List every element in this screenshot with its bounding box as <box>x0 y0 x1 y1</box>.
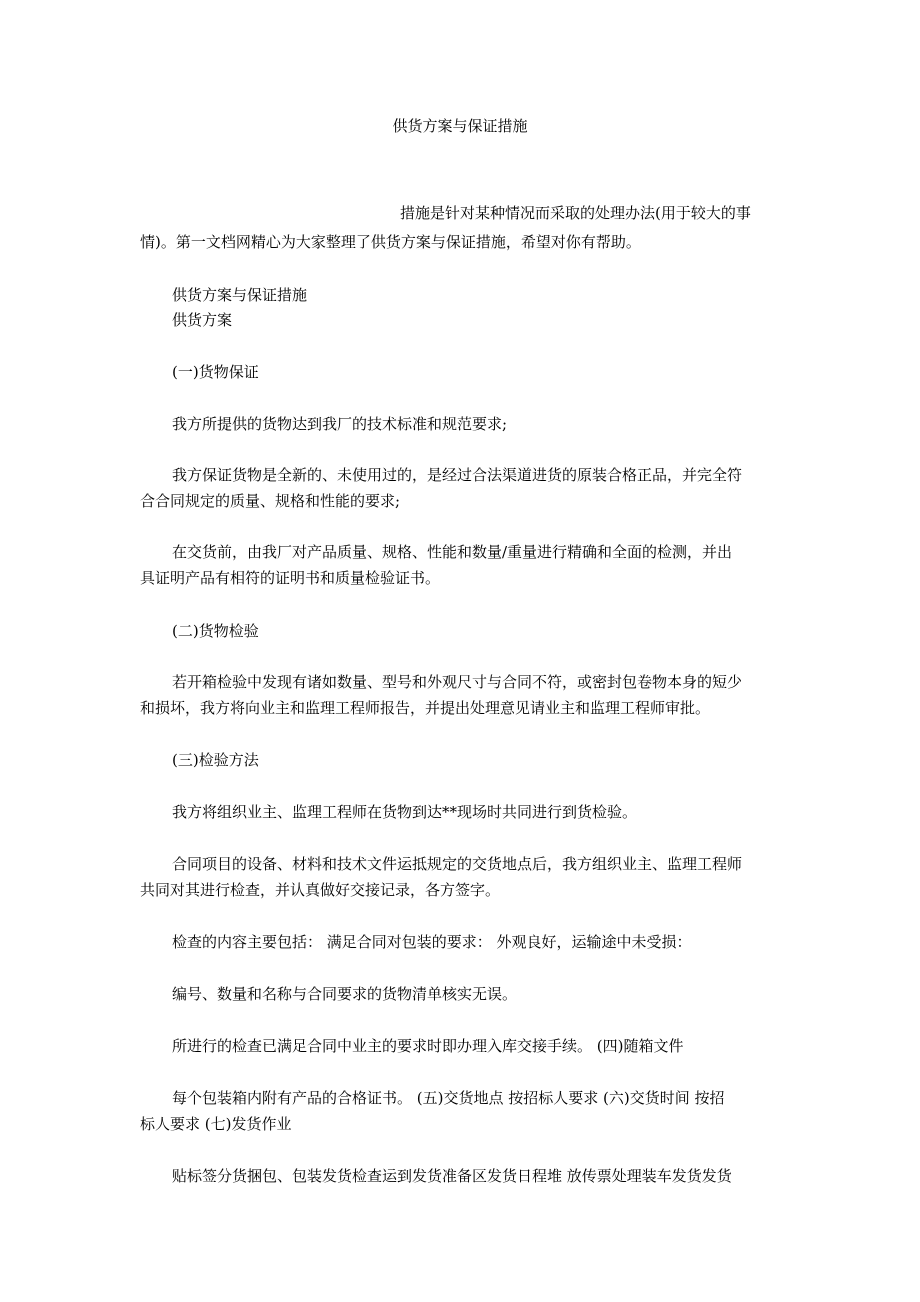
section2-paragraph-1-line-1: 若开箱检验中发现有诸如数量、型号和外观尺寸与合同不符，或密封包卷物本身的短少 <box>172 673 743 691</box>
section3-heading: (三)检验方法 <box>172 751 259 769</box>
section1-paragraph-1: 我方所提供的货物达到我厂的技术标准和规范要求; <box>172 415 508 433</box>
section3-paragraph-2-line-1: 合同项目的设备、材料和技术文件运抵规定的交货地点后，我方组织业主、监理工程师 <box>172 855 743 873</box>
section1-paragraph-2-line-2: 合合同规定的质量、规格和性能的要求; <box>140 492 401 510</box>
section4-paragraph-1-line-1: 每个包装箱内附有产品的合格证书。 (五)交货地点 按招标人要求 (六)交货时间 按招 <box>172 1089 725 1107</box>
section3-paragraph-2-line-2: 共同对其进行检查，并认真做好交接记录，各方签字。 <box>140 881 501 899</box>
section2-paragraph-1-line-2: 和损坏，我方将向业主和监理工程师报告，并提出处理意见请业主和监理工程师审批。 <box>140 699 711 717</box>
section1-heading: (一)货物保证 <box>172 363 259 381</box>
heading-sub: 供货方案 <box>172 311 233 329</box>
heading-main: 供货方案与保证措施 <box>172 286 308 304</box>
section2-heading: (二)货物检验 <box>172 622 259 640</box>
section4-paragraph-2: 贴标签分货捆包、包装发货检查运到发货准备区发货日程堆 放传票处理装车发货发货 <box>172 1167 732 1185</box>
section4-paragraph-1-line-2: 标人要求 (七)发货作业 <box>140 1115 292 1133</box>
section1-paragraph-3-line-2: 具证明产品有相符的证明书和质量检验证书。 <box>140 569 441 587</box>
section1-paragraph-2-line-1: 我方保证货物是全新的、未使用过的，是经过合法渠道进货的原装合格正品，并完全符 <box>172 466 743 484</box>
section3-paragraph-4: 编号、数量和名称与合同要求的货物清单核实无误。 <box>172 985 518 1003</box>
section3-paragraph-3: 检查的内容主要包括： 满足合同对包装的要求： 外观良好，运输途中未受损： <box>172 933 692 951</box>
section3-paragraph-5: 所进行的检查已满足合同中业主的要求时即办理入库交接手续。 (四)随箱文件 <box>172 1037 684 1055</box>
section3-paragraph-1: 我方将组织业主、监理工程师在货物到达**现场时共同进行到货检验。 <box>172 803 638 821</box>
intro-line-2: 情)。第一文档网精心为大家整理了供货方案与保证措施，希望对你有帮助。 <box>140 233 641 251</box>
document-title: 供货方案与保证措施 <box>392 117 528 135</box>
section1-paragraph-3-line-1: 在交货前，由我厂对产品质量、规格、性能和数量/重量进行精确和全面的检测，并出 <box>172 543 733 561</box>
intro-line-1: 措施是针对某种情况而采取的处理办法(用于较大的事 <box>400 204 751 222</box>
